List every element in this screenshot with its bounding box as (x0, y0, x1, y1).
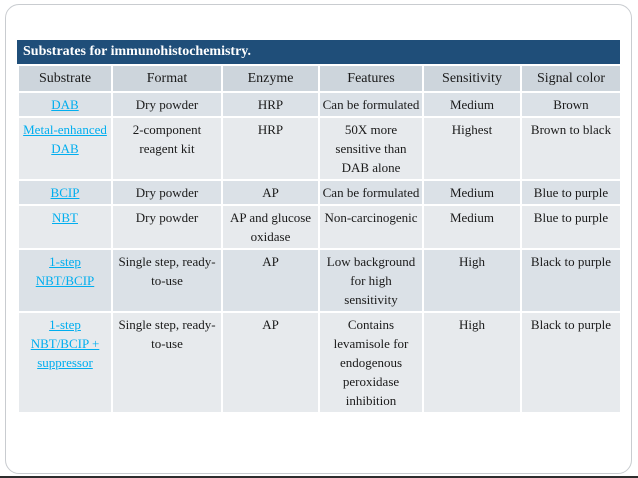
sensitivity-cell: Medium (423, 180, 521, 205)
features-cell: Contains levamisole for endogenous peroxidase inhibition (319, 312, 423, 413)
features-cell: Can be formulated (319, 92, 423, 117)
enzyme-cell: HRP (222, 92, 319, 117)
signal-color-cell: Black to purple (521, 312, 621, 413)
sensitivity-cell: High (423, 249, 521, 312)
substrates-table (17, 64, 622, 414)
header-enzyme: Enzyme (222, 65, 319, 92)
features-cell: Non-carcinogenic (319, 205, 423, 249)
sensitivity-cell: Highest (423, 117, 521, 180)
table-row (18, 117, 621, 180)
enzyme-cell: HRP (222, 117, 319, 180)
substrate-link[interactable]: DAB (18, 92, 112, 117)
signal-color-cell: Black to purple (521, 249, 621, 312)
sensitivity-cell: Medium (423, 205, 521, 249)
enzyme-cell: AP (222, 312, 319, 413)
table-row (18, 92, 621, 117)
signal-color-cell: Brown to black (521, 117, 621, 180)
header-sensitivity: Sensitivity (423, 65, 521, 92)
format-cell: Dry powder (112, 92, 222, 117)
sensitivity-cell: High (423, 312, 521, 413)
format-cell: Dry powder (112, 180, 222, 205)
substrate-link[interactable]: 1-step NBT/BCIP (18, 249, 112, 312)
format-cell: Single step, ready-to-use (112, 249, 222, 312)
table-row (18, 205, 621, 249)
substrate-link[interactable]: 1-step NBT/BCIP + suppressor (18, 312, 112, 413)
sensitivity-cell: Medium (423, 92, 521, 117)
signal-color-cell: Blue to purple (521, 180, 621, 205)
table-caption: Substrates for immunohistochemistry. (17, 40, 620, 64)
signal-color-cell: Blue to purple (521, 205, 621, 249)
enzyme-cell: AP (222, 180, 319, 205)
table-row (18, 249, 621, 312)
format-cell: Single step, ready-to-use (112, 312, 222, 413)
signal-color-cell: Brown (521, 92, 621, 117)
header-substrate: Substrate (18, 65, 112, 92)
format-cell: Dry powder (112, 205, 222, 249)
table-row (18, 180, 621, 205)
header-row (18, 65, 621, 92)
enzyme-cell: AP (222, 249, 319, 312)
format-cell: 2-component reagent kit (112, 117, 222, 180)
substrate-link[interactable]: BCIP (18, 180, 112, 205)
features-cell: 50X more sensitive than DAB alone (319, 117, 423, 180)
enzyme-cell: AP and glucose oxidase (222, 205, 319, 249)
header-signal-color: Signal color (521, 65, 621, 92)
substrate-link[interactable]: Metal-enhanced DAB (18, 117, 112, 180)
header-features: Features (319, 65, 423, 92)
table-row (18, 312, 621, 413)
features-cell: Can be formulated (319, 180, 423, 205)
features-cell: Low background for high sensitivity (319, 249, 423, 312)
substrates-table-container (17, 40, 620, 414)
header-format: Format (112, 65, 222, 92)
substrate-link[interactable]: NBT (18, 205, 112, 249)
